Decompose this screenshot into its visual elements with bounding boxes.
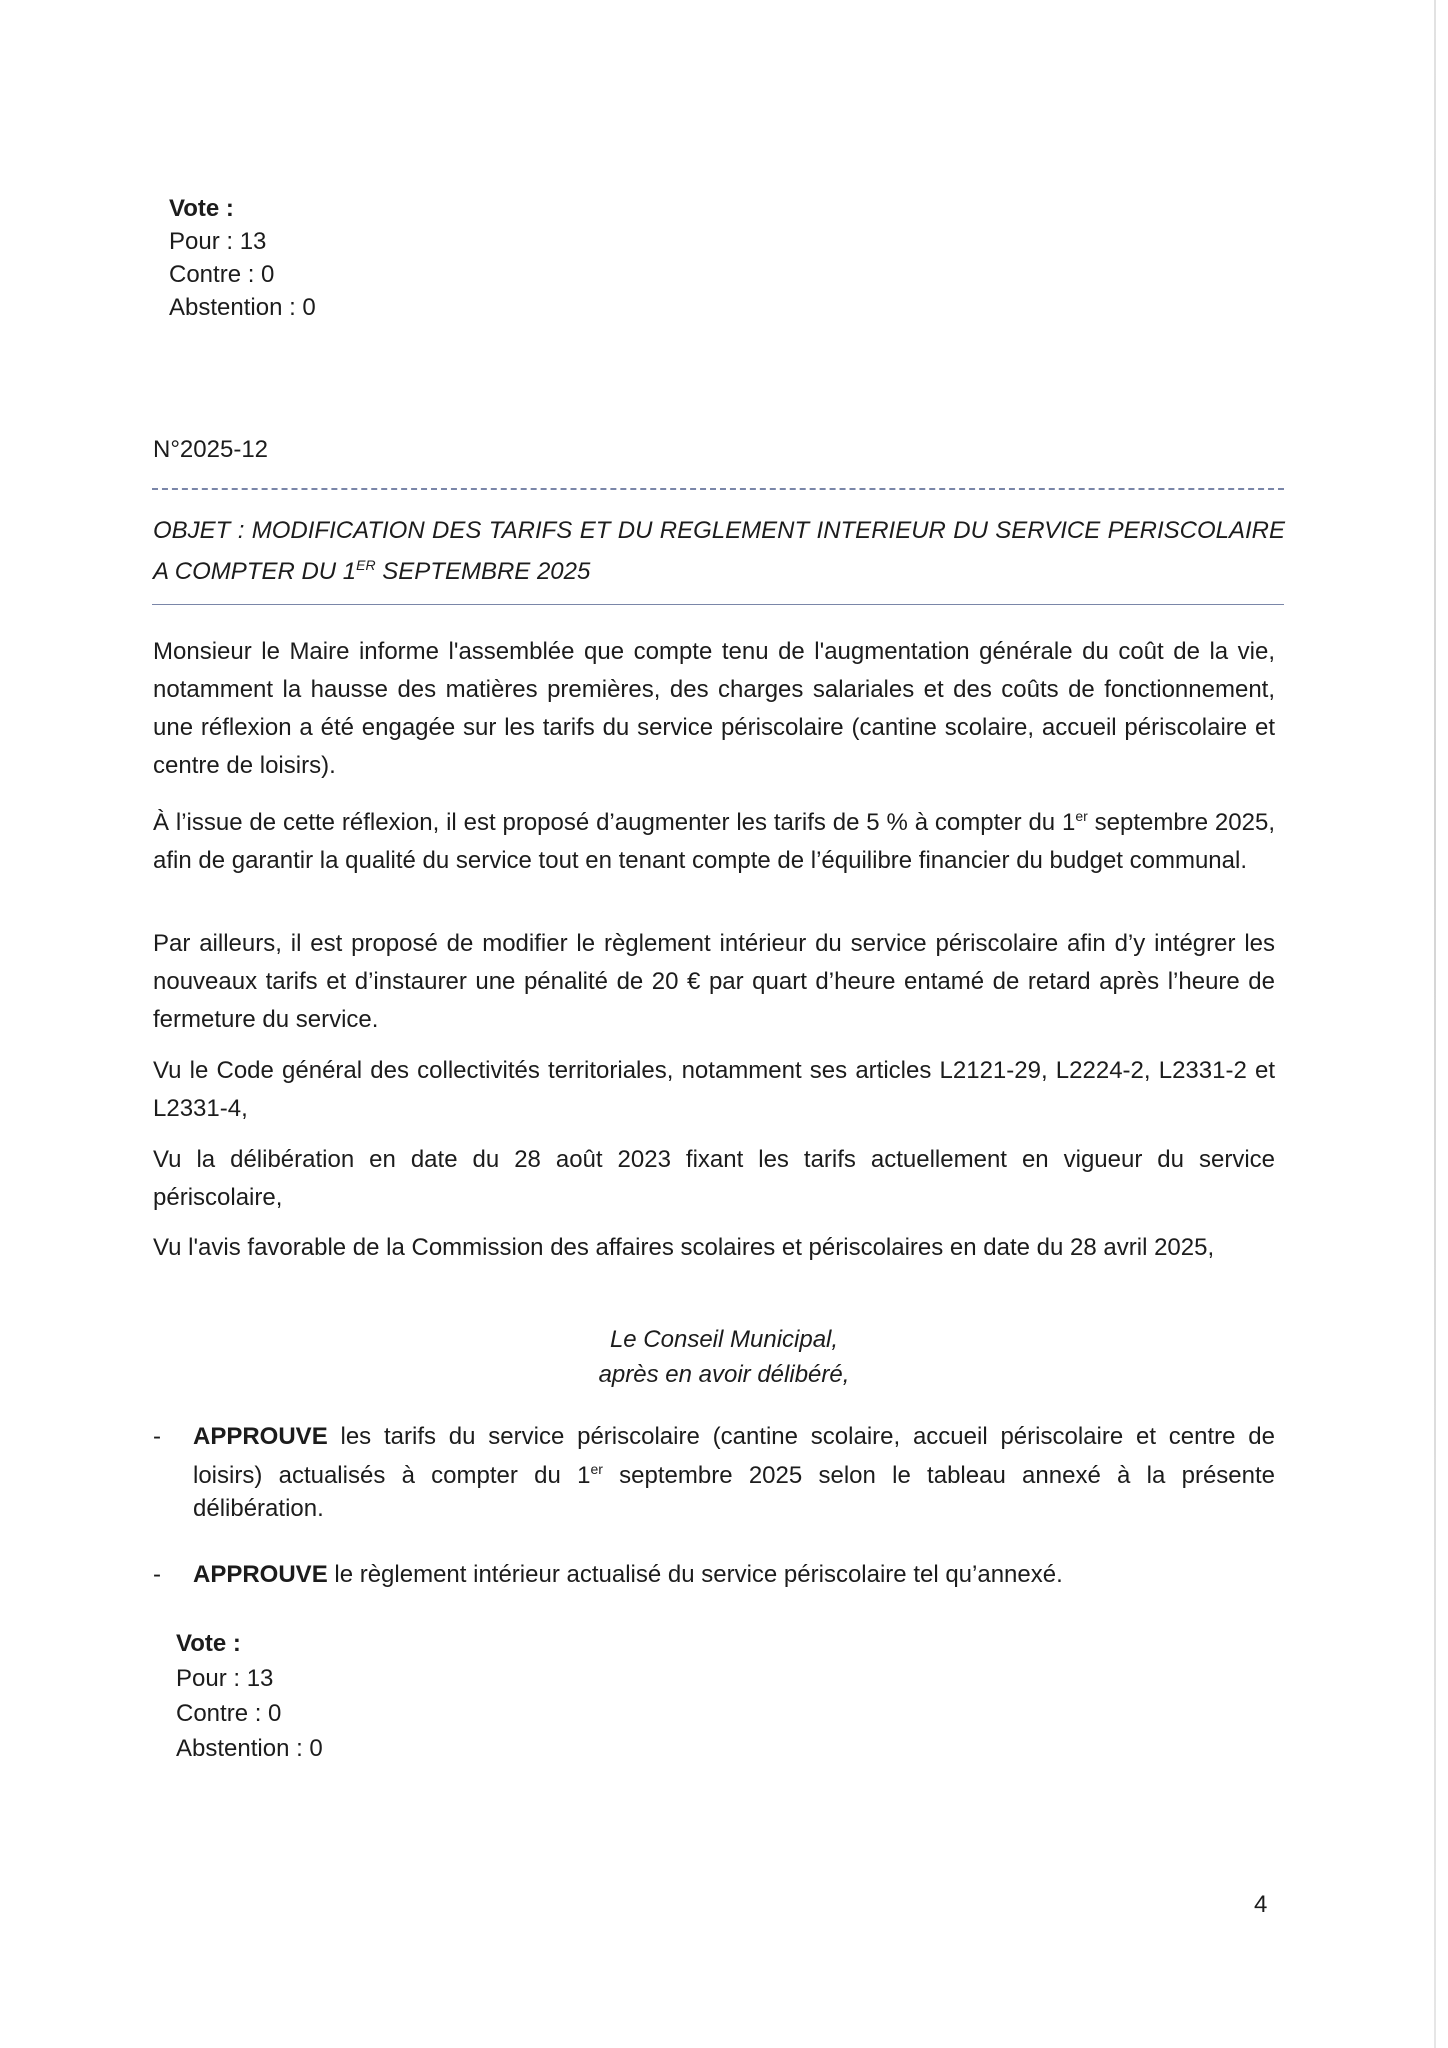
council-heading [0, 1322, 1448, 1392]
paragraph-proposal-start: À l’issue de cette réflexion, il est proposé d’augmenter les tarifs de 5 % à compter du 1 [153, 809, 1076, 836]
vote-contre: Contre : 0 [169, 261, 275, 288]
paragraph-vu-avis: Vu l'avis favorable de la Commission des affaires scolaires et périscolaires en date du 28 avril 2025, [153, 1234, 1215, 1261]
council-line-2: après en avoir délibéré, [598, 1361, 850, 1388]
decision-verb: APPROUVE [193, 1423, 328, 1450]
objet-text-end: SEPTEMBRE 2025 [375, 558, 591, 585]
paragraph-vu-code: Vu le Code général des collectivités territoriales, notamment ses articles L2121-29, L2224-2, L2331-2 et L2331-4, [153, 1057, 1275, 1122]
paragraph-context: Monsieur le Maire informe l'assemblée que compte tenu de l'augmentation générale du coût de la vie, notamment la hausse des matières premières, des charges salariales et des coûts de fonctionnement, une réflexion a été engagée sur les tarifs du service périscolaire (cantine scolaire, accueil périscolaire et centre de loisirs). [153, 638, 1275, 779]
paragraph-proposal-end: septembre 2025, afin de garantir la qualité du service tout en tenant compte de l’équilibre financier du budget communal. [153, 809, 1275, 874]
divider-top [152, 488, 1284, 490]
scan-edge [1434, 0, 1436, 2048]
decision-dash: - [153, 1561, 161, 1588]
decision-item-tarifs [153, 1420, 1275, 1525]
vote-title: Vote : [176, 1630, 241, 1657]
vote-title: Vote : [169, 195, 234, 222]
vote-pour: Pour : 13 [169, 228, 267, 255]
council-line-1: Le Conseil Municipal, [609, 1326, 839, 1353]
decision-text-start: les tarifs du service périscolaire (cantine scolaire, accueil périscolaire et centre de loisirs) actualisés à compter du 1 [193, 1423, 1275, 1489]
decision-item-reglement [153, 1558, 1275, 1591]
objet-text: OBJET : MODIFICATION DES TARIFS ET DU REGLEMENT INTERIEUR DU SERVICE PERISCOLAIRE A COMPTER DU 1 [153, 517, 1285, 585]
paragraph-proposal [153, 797, 1275, 880]
page-number: 4 [1254, 1891, 1268, 1918]
objet-sup: ER [356, 557, 376, 573]
decision-dash: - [153, 1423, 161, 1450]
decision-text [193, 1420, 1275, 1525]
paragraph-proposal-sup: er [1075, 808, 1088, 824]
vote-abstention: Abstention : 0 [176, 1735, 323, 1762]
decision-text-end: septembre 2025 selon le tableau annexé à la présente délibération. [193, 1462, 1275, 1522]
vote-block-top [169, 192, 316, 324]
decision-sup: er [590, 1461, 603, 1477]
decision-text-body: le règlement intérieur actualisé du service périscolaire tel qu’annexé. [327, 1561, 1063, 1588]
vote-pour: Pour : 13 [176, 1665, 274, 1692]
vote-block-bottom [176, 1626, 323, 1766]
vote-abstention: Abstention : 0 [169, 294, 316, 321]
paragraph-vu-deliberation: Vu la délibération en date du 28 août 2023 fixant les tarifs actuellement en vigueur du service périscolaire, [153, 1146, 1275, 1211]
divider-bottom [152, 604, 1284, 605]
decision-text [193, 1558, 1275, 1591]
objet-heading [153, 513, 1285, 589]
paragraph-reglement: Par ailleurs, il est proposé de modifier le règlement intérieur du service périscolaire afin d’y intégrer les nouveaux tarifs et d’instaurer une pénalité de 20 € par quart d’heure entamé de retard après l’heure de fermeture du service. [153, 930, 1275, 1033]
vote-contre: Contre : 0 [176, 1700, 282, 1727]
decision-verb: APPROUVE [193, 1561, 328, 1588]
deliberation-number: N°2025-12 [153, 436, 269, 463]
